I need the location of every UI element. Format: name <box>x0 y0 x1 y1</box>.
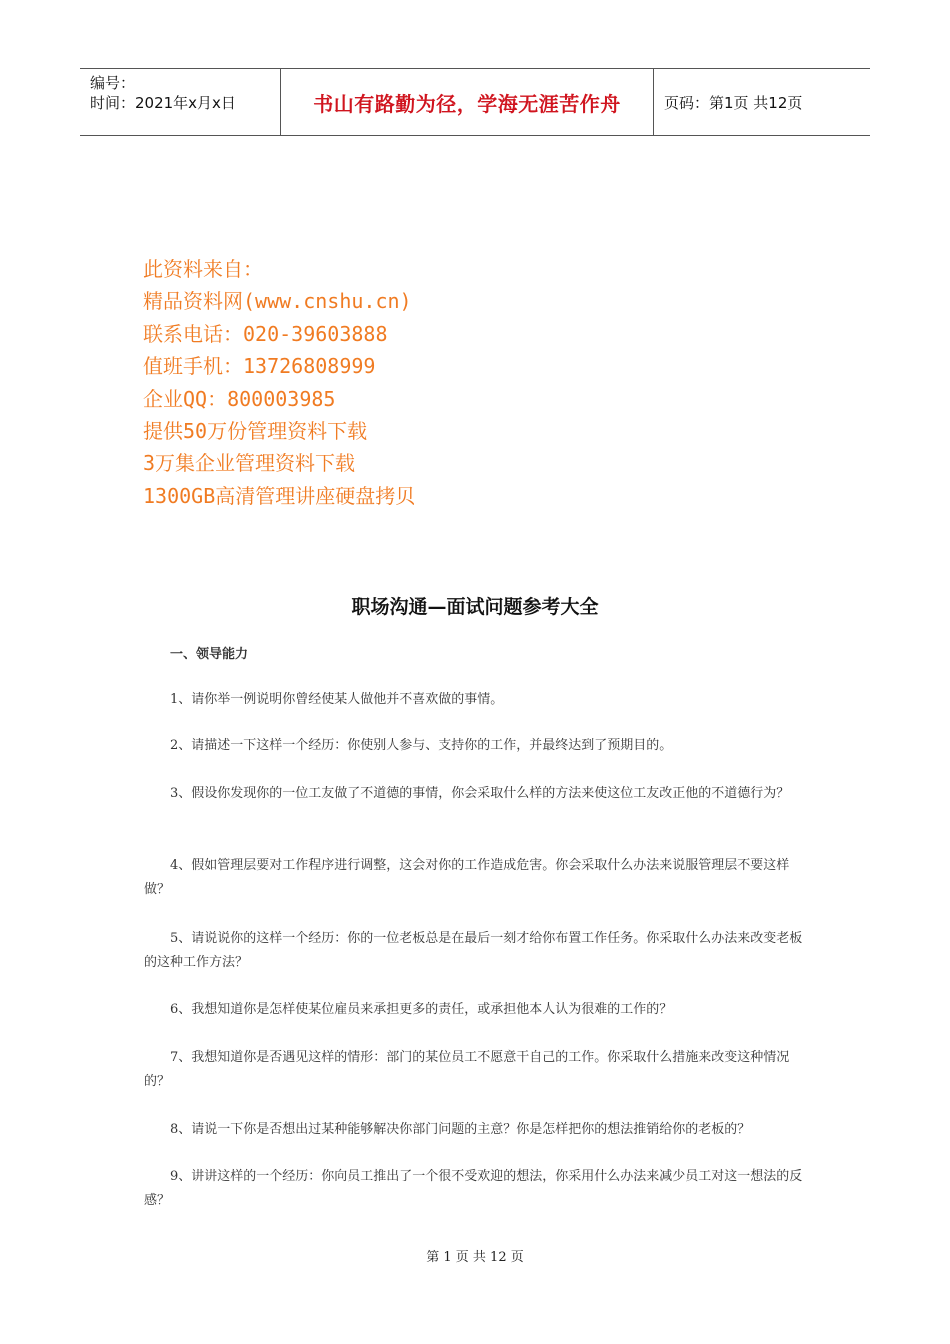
promo-block <box>143 253 415 512</box>
question-item: 7、我想知道你是否遇见这样的情形：部门的某位员工不愿意干自己的工作。你采取什么措施来改变这种情况的？ <box>144 1050 790 1089</box>
promo-line: 1300GB高清管理讲座硬盘拷贝 <box>143 483 416 508</box>
header-motto: 书山有路勤为径，学海无涯苦作舟 <box>281 69 654 135</box>
question-item: 1、请你举一例说明你曾经使某人做他并不喜欢做的事情。 <box>170 692 504 707</box>
promo-line: 企业QQ：800003985 <box>143 386 336 411</box>
promo-line: 精品资料网(www.cnshu.cn) <box>143 289 412 314</box>
header-meta <box>80 69 281 135</box>
question-item: 4、假如管理层要对工作程序进行调整，这会对你的工作造成危害。你会采取什么办法来说服管理层不要这样做？ <box>144 858 790 897</box>
time-label: 时间：2021年x月x日 <box>90 94 236 112</box>
promo-line: 此资料来自： <box>143 257 263 281</box>
promo-line: 值班手机：13726808999 <box>143 354 376 379</box>
number-label: 编号： <box>90 74 136 92</box>
promo-line: 3万集企业管理资料下载 <box>143 451 356 476</box>
document-title: 职场沟通—面试问题参考大全 <box>351 596 599 618</box>
question-item: 9、讲讲这样的一个经历：你向员工推出了一个很不受欢迎的想法，你采用什么办法来减少员工对这一想法的反感？ <box>144 1169 803 1208</box>
section-heading: 一、领导能力 <box>170 647 249 662</box>
question-item: 6、我想知道你是怎样使某位雇员来承担更多的责任，或承担他本人认为很难的工作的？ <box>170 1002 673 1017</box>
page-header <box>80 68 870 136</box>
question-item: 3、假设你发现你的一位工友做了不道德的事情，你会采取什么样的方法来使这位工友改正他的不道德行为？ <box>170 786 790 801</box>
header-page-label: 页码：第1页 共12页 <box>664 93 803 112</box>
question-item: 8、请说一下你是否想出过某种能够解决你部门问题的主意？你是怎样把你的想法推销给你的老板的？ <box>170 1122 751 1137</box>
promo-line: 联系电话：020-39603888 <box>143 321 388 346</box>
promo-line: 提供50万份管理资料下载 <box>143 419 368 444</box>
question-item: 2、请描述一下这样一个经历：你使别人参与、支持你的工作，并最终达到了预期目的。 <box>170 738 673 753</box>
question-item: 5、请说说你的这样一个经历：你的一位老板总是在最后一刻才给你布置工作任务。你采取什么办法来改变老板的这种工作方法？ <box>144 931 803 970</box>
page-footer: 第 1 页 共 12 页 <box>426 1250 524 1265</box>
